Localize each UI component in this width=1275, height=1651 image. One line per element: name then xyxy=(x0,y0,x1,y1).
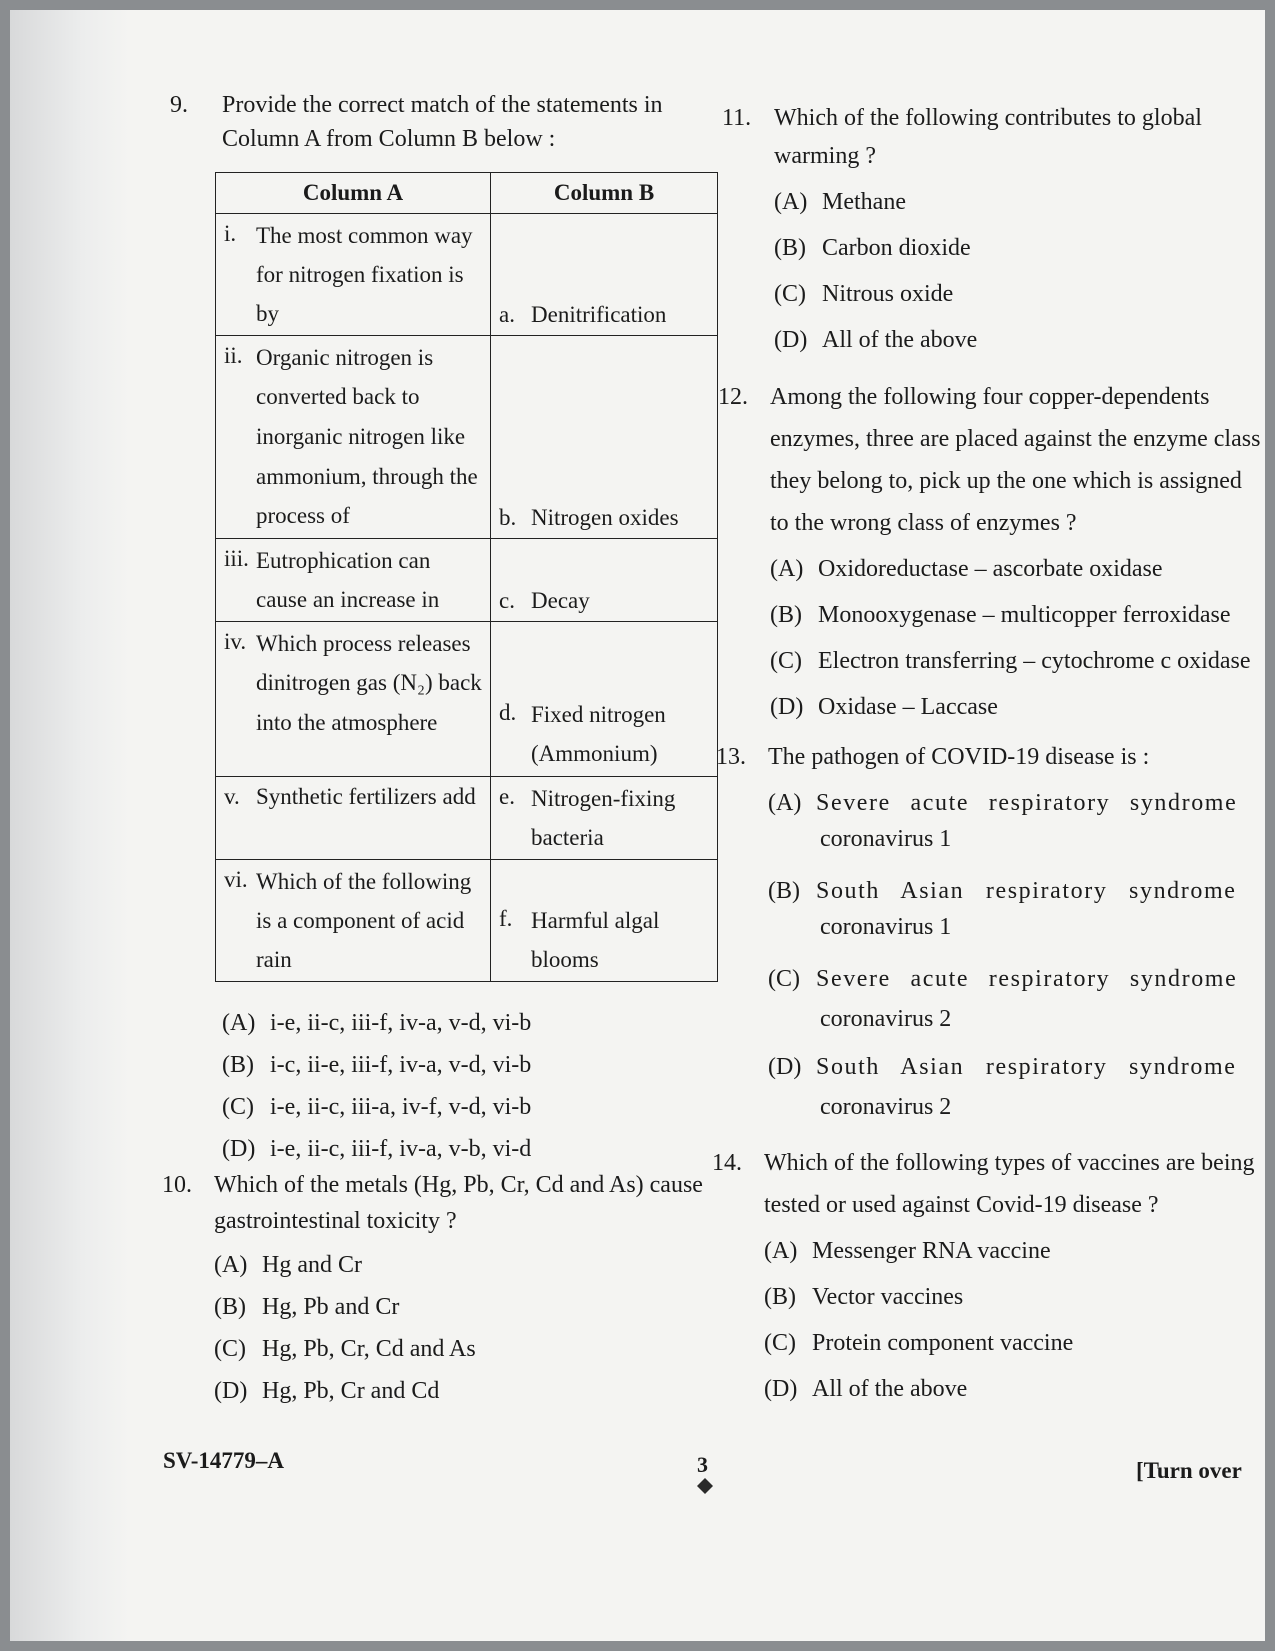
table-row xyxy=(216,213,718,335)
option-b[interactable]: (B) Carbon dioxide xyxy=(774,235,971,261)
row-label: c. xyxy=(499,588,515,614)
option-b[interactable]: (B) Vector vaccines xyxy=(764,1284,964,1310)
option-b[interactable]: (B) South Asian respiratory syndrome coronavirus 1 xyxy=(768,878,1237,940)
question-text: to the wrong class of enzymes ? xyxy=(770,510,1077,536)
question-text: they belong to, pick up the one which is assigned xyxy=(770,468,1242,494)
turn-over-label: [Turn over xyxy=(1136,1458,1242,1483)
row-label: b. xyxy=(499,505,517,531)
question-9-options xyxy=(170,1008,670,1168)
page-number: 3 xyxy=(697,1452,708,1477)
option-a[interactable]: (A) i-e, ii-c, iii-f, iv-a, v-d, vi-b xyxy=(222,1010,532,1036)
question-14 xyxy=(712,1148,1255,1408)
row-label: f. xyxy=(499,906,513,932)
table-row xyxy=(216,860,718,982)
table-row xyxy=(216,621,718,776)
option-c[interactable]: (C) Electron transferring – cytochrome c oxidase xyxy=(770,648,1251,674)
question-text: tested or used against Covid-19 disease ? xyxy=(764,1192,1159,1218)
option-c[interactable]: (C) i-e, ii-c, iii-a, iv-f, v-d, vi-b xyxy=(222,1094,532,1120)
column-a-cell: Synthetic fertilizers add xyxy=(256,783,476,809)
option-a[interactable]: (A) Methane xyxy=(774,189,906,215)
column-b-cell: Harmful algal blooms xyxy=(531,908,660,973)
column-a-cell: Which process releases dinitrogen gas (N₂) back into the atmosphere xyxy=(256,630,482,735)
question-number: 10. xyxy=(162,1172,192,1198)
question-number: 14. xyxy=(712,1150,742,1176)
column-b-cell: Nitrogen-fixing bacteria xyxy=(531,785,676,850)
option-d[interactable]: (D) Oxidase – Laccase xyxy=(770,694,998,720)
column-b-cell: Denitrification xyxy=(531,302,667,328)
column-a-cell: Which of the following is a component of acid rain xyxy=(256,869,472,973)
option-a[interactable]: (A) Oxidoreductase – ascorbate oxidase xyxy=(770,556,1163,582)
table-row xyxy=(216,776,718,859)
column-b-cell: Nitrogen oxides xyxy=(531,505,679,531)
question-text: Which of the metals (Hg, Pb, Cr, Cd and As) cause xyxy=(214,1172,703,1198)
question-number: 12. xyxy=(718,384,748,410)
question-number: 13. xyxy=(716,744,746,770)
column-a-cell: Organic nitrogen is converted back to inorganic nitrogen like ammonium, through the process of xyxy=(256,344,478,529)
question-text: Provide the correct match of the statements in xyxy=(222,92,663,118)
option-b[interactable]: (B) Monooxygenase – multicopper ferroxidase xyxy=(770,602,1231,628)
column-b-cell: Fixed nitrogen (Ammonium) xyxy=(531,701,666,767)
column-a-cell: The most common way for nitrogen fixation is by xyxy=(256,222,473,326)
question-13 xyxy=(716,742,1256,1122)
question-number: 11. xyxy=(722,105,752,131)
option-d[interactable]: (D) i-e, ii-c, iii-f, iv-a, v-b, vi-d xyxy=(222,1136,532,1162)
question-text: gastrointestinal toxicity ? xyxy=(214,1208,457,1234)
row-number: v. xyxy=(224,783,240,809)
question-text: warming ? xyxy=(774,143,876,169)
option-d[interactable]: (D) South Asian respiratory syndrome coronavirus 2 xyxy=(768,1054,1237,1120)
option-d[interactable]: (D) Hg, Pb, Cr and Cd xyxy=(214,1378,440,1404)
option-c[interactable]: (C) Nitrous oxide xyxy=(774,281,954,307)
row-label: e. xyxy=(499,783,515,809)
match-table xyxy=(215,172,718,982)
question-number: 9. xyxy=(170,92,188,118)
table-row xyxy=(216,538,718,621)
row-number: vi. xyxy=(224,867,248,893)
row-number: iv. xyxy=(224,628,247,654)
page-shadow xyxy=(10,10,130,1641)
question-text: Column A from Column B below : xyxy=(222,126,556,152)
option-b[interactable]: (B) i-c, ii-e, iii-f, iv-a, v-d, vi-b xyxy=(222,1052,532,1078)
question-12 xyxy=(718,382,1261,722)
question-text: Which of the following types of vaccines are being xyxy=(764,1150,1255,1176)
row-number: iii. xyxy=(224,545,249,571)
option-b[interactable]: (B) Hg, Pb and Cr xyxy=(214,1294,400,1320)
column-a-cell: Eutrophication can cause an increase in xyxy=(256,547,440,612)
question-10 xyxy=(162,1170,703,1410)
question-text: The pathogen of COVID-19 disease is : xyxy=(768,744,1150,770)
column-a-header: Column A xyxy=(216,173,491,214)
table-header xyxy=(216,173,718,214)
question-text: Which of the following contributes to global xyxy=(774,105,1202,131)
option-c[interactable]: (C) Severe acute respiratory syndrome coronavirus 2 xyxy=(768,966,1238,1032)
question-11 xyxy=(722,103,1262,363)
question-text: enzymes, three are placed against the enzyme class xyxy=(770,426,1261,452)
option-a[interactable]: (A) Messenger RNA vaccine xyxy=(764,1238,1051,1264)
column-b-header: Column B xyxy=(491,173,718,214)
option-c[interactable]: (C) Protein component vaccine xyxy=(764,1330,1074,1356)
column-b-cell: Decay xyxy=(531,588,590,614)
option-a[interactable]: (A) Severe acute respiratory syndrome coronavirus 1 xyxy=(768,790,1238,852)
option-d[interactable]: (D) All of the above xyxy=(774,327,978,353)
paper-code: SV-14779–A xyxy=(163,1448,284,1473)
option-c[interactable]: (C) Hg, Pb, Cr, Cd and As xyxy=(214,1336,476,1362)
row-number: i. xyxy=(224,220,237,246)
option-a[interactable]: (A) Hg and Cr xyxy=(214,1252,362,1278)
row-label: a. xyxy=(499,302,515,328)
table-row xyxy=(216,335,718,538)
option-d[interactable]: (D) All of the above xyxy=(764,1376,968,1402)
row-number: ii. xyxy=(224,342,243,368)
question-text: Among the following four copper-dependents xyxy=(770,384,1210,410)
row-label: d. xyxy=(499,699,517,725)
